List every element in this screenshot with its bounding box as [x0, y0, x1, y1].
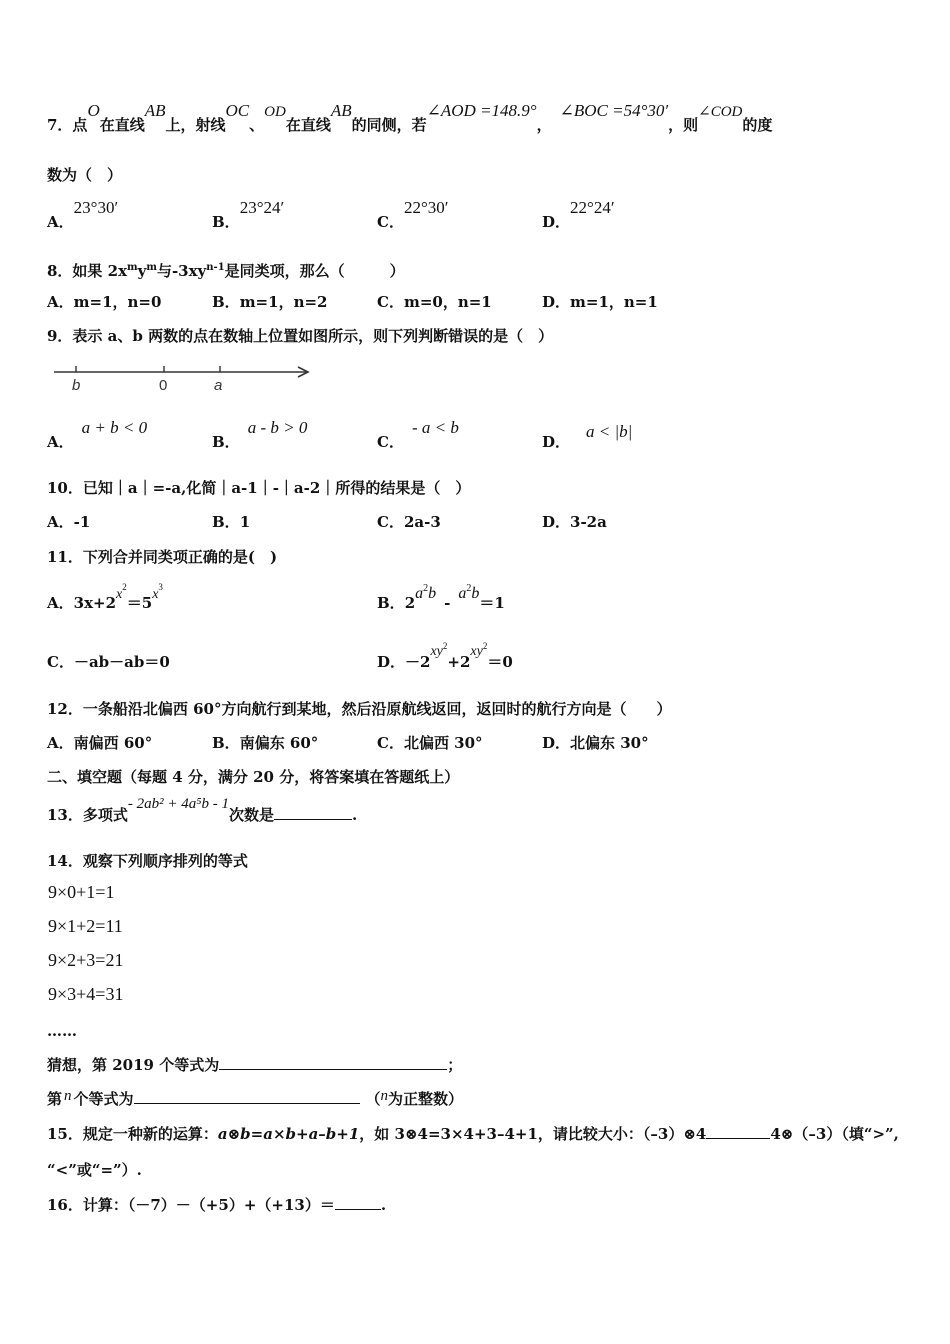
q12-option-c[interactable] — [377, 733, 483, 753]
q14-text: 第 — [47, 1090, 63, 1108]
option-value: m=0，n=1 — [403, 293, 492, 311]
q9-option-d[interactable] — [542, 422, 633, 452]
option-value: -1 — [73, 513, 91, 531]
option-value: 3-2a — [570, 513, 607, 531]
q14-text: 为正整数） — [388, 1090, 464, 1108]
option-label: B． — [377, 594, 405, 612]
q8-text: y — [137, 262, 147, 280]
option-label: A． — [47, 433, 74, 451]
q13-text: 次数是 — [228, 806, 274, 824]
option-label: C． — [377, 513, 404, 531]
q13-question — [47, 796, 358, 826]
option-text: ＝0 — [487, 653, 513, 671]
q7-ray-OD: OD — [264, 104, 286, 120]
exponent-power: 2 — [442, 641, 448, 651]
option-text: ＝1 — [479, 594, 505, 612]
q8-exponent: m — [127, 262, 138, 273]
q13-text: 13．多项式 — [47, 806, 128, 824]
option-value: 2a-3 — [403, 513, 441, 531]
q12-question: 12．一条船沿北偏西 60°方向航行到某地，然后沿原航线返回，返回时的航行方向是（ ） — [47, 700, 672, 718]
q7-text: 的度 — [742, 116, 773, 134]
q8-text: 是同类项，那么（ ） — [224, 262, 405, 280]
exponent-var: xy — [430, 644, 443, 659]
q10-option-a[interactable] — [47, 512, 90, 532]
q10-option-b[interactable] — [212, 512, 250, 532]
axis-label-0: 0 — [159, 377, 168, 394]
exponent-var: b — [471, 585, 480, 602]
q11-question: 11．下列合并同类项正确的是( ) — [47, 548, 278, 566]
option-value: 北偏东 30° — [570, 734, 649, 752]
q7-angle-COD: ∠COD — [698, 104, 743, 120]
option-value: 北偏西 30° — [403, 734, 483, 752]
q13-polynomial: - 2ab² + 4a⁵b - 1 — [127, 796, 229, 812]
option-value: 南偏东 60° — [239, 734, 319, 752]
option-label: B． — [212, 213, 240, 231]
q7-angle-BOC: ∠BOC =54°30′ — [559, 101, 669, 120]
exponent-var: x — [152, 587, 159, 602]
option-label: D． — [542, 433, 571, 451]
q9-question: 9．表示 a、b 两数的点在数轴上位置如图所示，则下列判断错误的是（ ） — [47, 327, 554, 345]
option-value: 23°24′ — [239, 198, 285, 217]
option-value: a + b < 0 — [81, 418, 148, 437]
option-value: a - b > 0 — [247, 418, 308, 437]
q7-line-AB: AB — [144, 101, 166, 120]
q7-option-d[interactable] — [542, 198, 615, 232]
q16-question — [47, 1195, 386, 1215]
q7-text: ， — [536, 116, 552, 134]
q8-exponent: m — [146, 262, 157, 273]
option-label: B． — [212, 433, 240, 451]
number-line-figure — [50, 360, 320, 400]
q14-guess-2019 — [47, 1055, 462, 1075]
q13-answer-blank[interactable] — [274, 805, 352, 820]
option-label: C． — [377, 433, 404, 451]
exponent-power: 2 — [423, 583, 429, 594]
q14-text: （ — [365, 1090, 381, 1108]
q14-equation: 9×2+3=21 — [48, 950, 124, 970]
q7-line-AB: AB — [330, 101, 352, 120]
q9-option-a[interactable] — [47, 418, 148, 452]
option-value: m=1，n=0 — [73, 293, 162, 311]
exponent-power: 2 — [466, 583, 472, 594]
q8-option-c[interactable] — [377, 292, 492, 312]
q7-text: 、 — [249, 116, 265, 134]
q7-text: 在直线 — [285, 116, 331, 134]
q7-text: 的同侧，若 — [351, 116, 427, 134]
q7-option-b[interactable] — [212, 198, 285, 232]
option-label: B． — [212, 734, 240, 752]
q7-text: 在直线 — [99, 116, 145, 134]
option-label: A． — [47, 594, 74, 612]
q14-equation: 9×3+4=31 — [48, 984, 124, 1004]
q16-text: . — [380, 1196, 387, 1214]
q16-answer-blank[interactable] — [335, 1195, 381, 1210]
option-label: A． — [47, 213, 74, 231]
option-label: C． — [47, 653, 74, 671]
q12-option-a[interactable] — [47, 733, 152, 753]
q11-option-b[interactable] — [377, 583, 505, 616]
q14-ellipsis: …… — [47, 1022, 77, 1040]
q7-text: ，则 — [668, 116, 699, 134]
option-label: D． — [377, 653, 406, 671]
q9-option-c[interactable] — [377, 418, 459, 452]
q13-text: . — [351, 806, 358, 824]
q14-equation: 9×1+2=11 — [48, 916, 123, 936]
option-value: a < |b| — [586, 422, 633, 441]
q8-option-b[interactable] — [212, 292, 327, 312]
q7-point-O: O — [87, 101, 100, 120]
q14-var-n: n — [64, 1088, 72, 1104]
q14-text: 个等式为 — [73, 1090, 134, 1108]
option-label: B． — [212, 513, 240, 531]
q15-text: 4⊗（–3）（填“>”, — [770, 1125, 899, 1143]
option-value: 1 — [239, 513, 251, 531]
option-text: +2 — [447, 653, 471, 671]
q14-answer-blank-2019[interactable] — [219, 1055, 447, 1070]
option-label: A． — [47, 734, 74, 752]
q8-option-d[interactable] — [542, 292, 658, 312]
q14-text: 猜想，第 2019 个等式为 — [47, 1056, 220, 1074]
q7-option-c[interactable] — [377, 198, 449, 232]
q15-line2: “<”或“=”）. — [47, 1161, 142, 1179]
option-label: D． — [542, 293, 571, 311]
q16-text: 16．计算：（－7）－（+5）+（+13）＝ — [47, 1196, 335, 1214]
q15-question — [47, 1124, 899, 1144]
q7-line1 — [47, 101, 773, 136]
option-value: 23°30′ — [73, 198, 119, 217]
option-label: D． — [542, 734, 571, 752]
q14-guess-n — [47, 1089, 463, 1110]
option-label: A． — [47, 293, 74, 311]
q14-text: ； — [447, 1056, 463, 1074]
q11-option-a[interactable] — [47, 582, 163, 615]
q7-option-a[interactable] — [47, 198, 119, 232]
exponent-power: 3 — [158, 582, 163, 592]
q15-text: 15．规定一种新的运算： — [47, 1125, 218, 1143]
option-label: C． — [377, 734, 404, 752]
option-value: m=1，n=2 — [239, 293, 328, 311]
section-heading: 二、填空题（每题 4 分，满分 20 分，将答案填在答题纸上） — [47, 768, 460, 786]
option-label: C． — [377, 213, 404, 231]
q7-text: 7．点 — [47, 116, 88, 134]
option-label: D． — [542, 513, 571, 531]
q8-option-a[interactable] — [47, 292, 161, 312]
q10-option-c[interactable] — [377, 512, 441, 532]
axis-label-a: a — [214, 377, 223, 394]
option-label: B． — [212, 293, 240, 311]
q15-text: ，如 3⊗4=3×4+3–4+1，请比较大小：（–3）⊗4 — [359, 1125, 707, 1143]
q7-text: 上，射线 — [165, 116, 226, 134]
exponent-var: x — [116, 587, 123, 602]
exponent-var: xy — [470, 644, 483, 659]
q8-question — [47, 258, 405, 281]
axis-label-b: b — [72, 377, 81, 394]
q11-option-d[interactable] — [377, 641, 513, 674]
q8-text: 与-3xy — [156, 262, 207, 280]
q7-ray-OC: OC — [225, 101, 250, 120]
option-text: ＝5 — [126, 594, 153, 612]
option-label: C． — [377, 293, 404, 311]
option-text: - — [444, 594, 451, 612]
q14-question: 14．观察下列顺序排列的等式 — [47, 852, 248, 870]
q10-question: 10．已知｜a｜=-a,化简｜a-1｜-｜a-2｜所得的结果是（ ） — [47, 479, 471, 497]
exponent-power: 2 — [482, 641, 488, 651]
q10-option-d[interactable] — [542, 512, 607, 532]
q8-exponent: n-1 — [206, 262, 225, 273]
option-text: 2 — [404, 594, 416, 612]
q14-answer-blank-n[interactable] — [134, 1089, 360, 1104]
option-value: －ab－ab＝0 — [73, 653, 170, 671]
exponent-power: 2 — [122, 582, 127, 592]
option-value: 南偏西 60° — [73, 734, 153, 752]
q12-option-b[interactable] — [212, 733, 318, 753]
option-value: - a < b — [411, 418, 459, 437]
option-value: m=1，n=1 — [570, 293, 658, 311]
option-text: 3x+2 — [73, 594, 117, 612]
exponent-var: a — [458, 585, 467, 602]
option-label: A． — [47, 513, 74, 531]
option-text: －2 — [405, 653, 431, 671]
q8-text: 8．如果 2x — [47, 262, 128, 280]
q15-definition: a⊗b=a×b+a–b+1 — [217, 1125, 360, 1143]
option-value: 22°30′ — [403, 198, 449, 217]
q15-answer-blank[interactable] — [706, 1124, 770, 1139]
q7-angle-AOD: ∠AOD =148.9° — [426, 101, 537, 120]
q12-option-d[interactable] — [542, 733, 649, 753]
option-value: 22°24′ — [570, 198, 615, 217]
q9-option-b[interactable] — [212, 418, 308, 452]
q11-option-c[interactable] — [47, 652, 170, 672]
option-label: D． — [542, 213, 571, 231]
q14-var-n: n — [380, 1088, 389, 1104]
exponent-var: a — [415, 585, 424, 602]
q14-equation: 9×0+1=1 — [48, 882, 115, 902]
q7-line2: 数为（ ） — [47, 166, 123, 184]
exponent-var: b — [428, 585, 437, 602]
